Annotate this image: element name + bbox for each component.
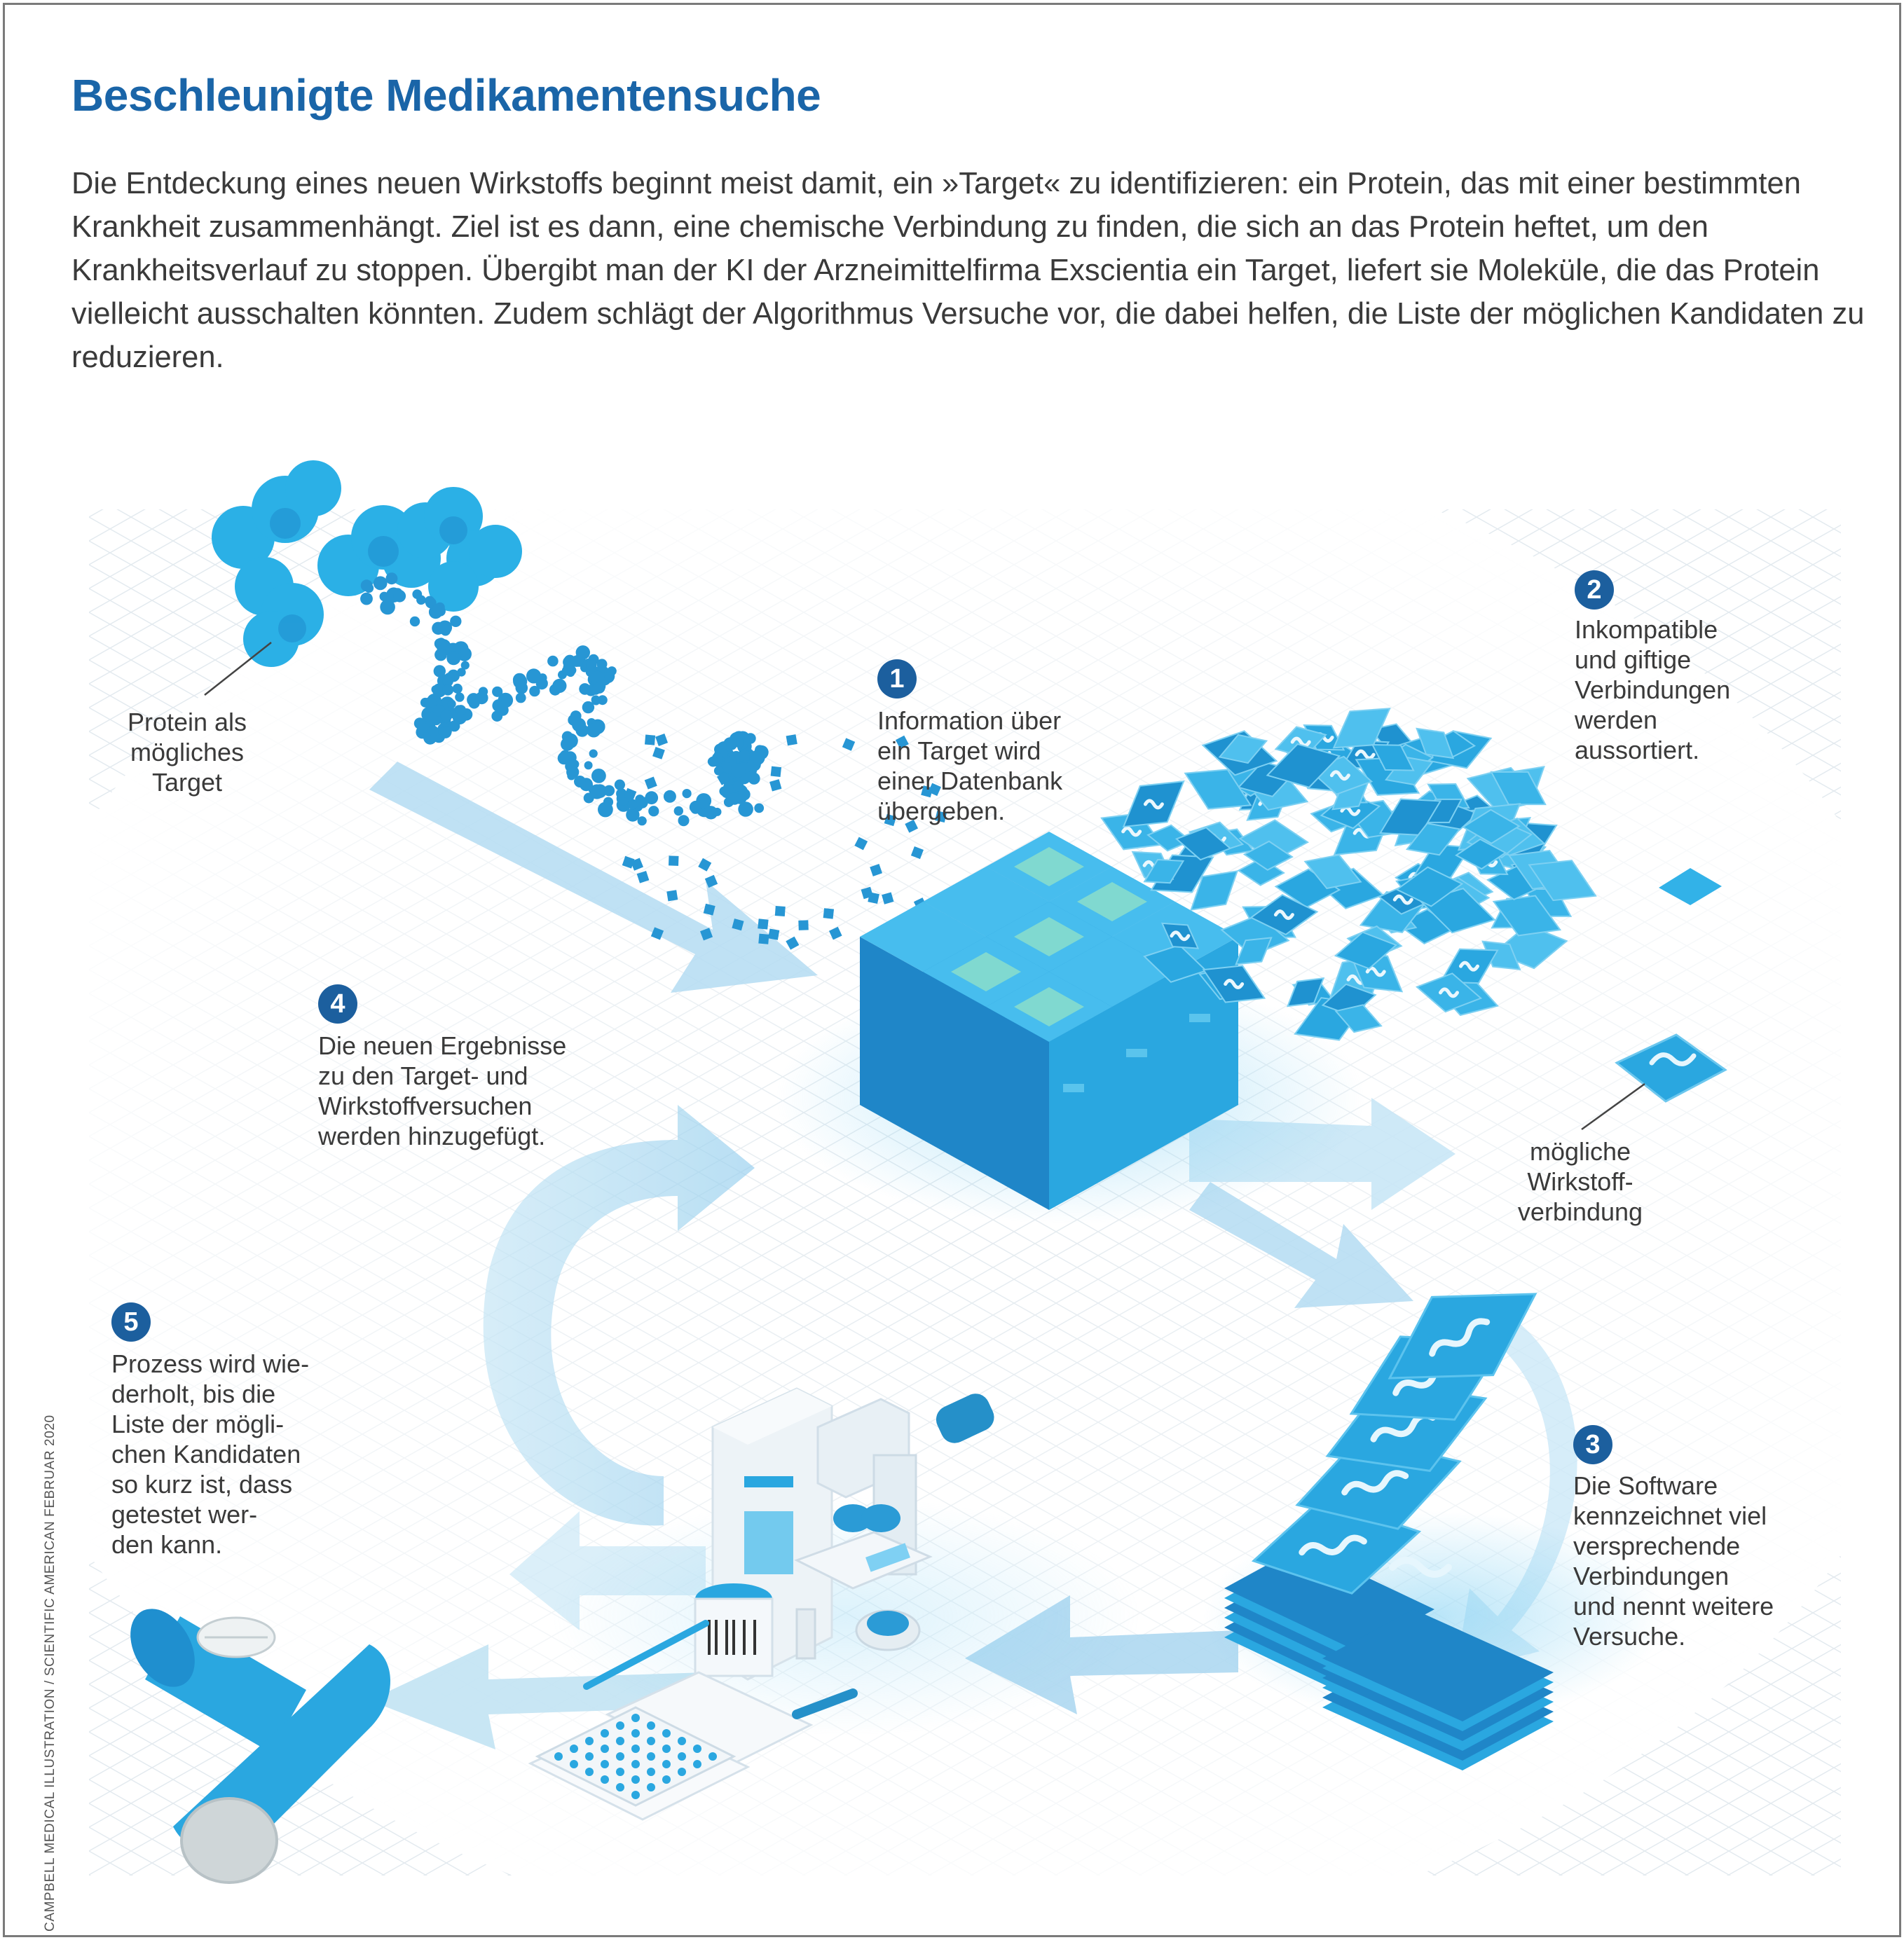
step-5-text: Prozess wird wie- derholt, bis die Liste der mögli- chen Kandidaten so kurz ist, dass getestet wer- den kann.	[111, 1349, 310, 1559]
intro-text: Die Entdeckung eines neuen Wirkstoffs beginnt meist damit, ein »Target« zu identifizieren: ein Protein, das mit einer bestimmten Krankheit zusammenhängt. Ziel ist es dann, eine chemische Verbindung zu finden, die sich an das Protein heftet, um den Krankheitsverlauf zu stoppen. Übergibt man der KI der Arzneimittelfirma Exscientia ein Target, liefert sie Moleküle, die das Protein vielleicht ausschalten könnten. Zudem schlägt der Algorithmus Versuche vor, die dabei helfen, die Liste der möglichen Kandidaten zu reduzieren.	[71, 167, 1865, 374]
infographic-frame	[3, 3, 1901, 1937]
step-2-badge: 2	[1575, 570, 1614, 610]
compound-label: mögliche Wirkstoff- verbindung	[1517, 1137, 1643, 1226]
step-1-badge: 1	[877, 659, 917, 699]
step-5-badge: 5	[111, 1302, 151, 1342]
page-title: Beschleunigte Medikamentensuche	[71, 70, 821, 121]
step-3-text: Die Software kennzeichnet viel versprechende Verbindungen und nennt weitere Versuche.	[1573, 1471, 1774, 1651]
step-4-badge: 4	[318, 984, 357, 1024]
step-3-badge: 3	[1573, 1425, 1612, 1464]
protein-label: Protein als mögliches Target	[127, 708, 247, 797]
illustration-credit: CAMPBELL MEDICAL ILLUSTRATION / SCIENTIFIC AMERICAN FEBRUAR 2020	[43, 1415, 57, 1932]
step-4-text: Die neuen Ergebnisse zu den Target- und Wirkstoffversuchen werden hinzugefügt.	[318, 1031, 567, 1150]
step-1-text: Information über ein Target wird einer Datenbank übergeben.	[877, 706, 1063, 825]
step-2-text: Inkompatible und giftige Verbindungen werden aussortiert.	[1575, 615, 1731, 764]
